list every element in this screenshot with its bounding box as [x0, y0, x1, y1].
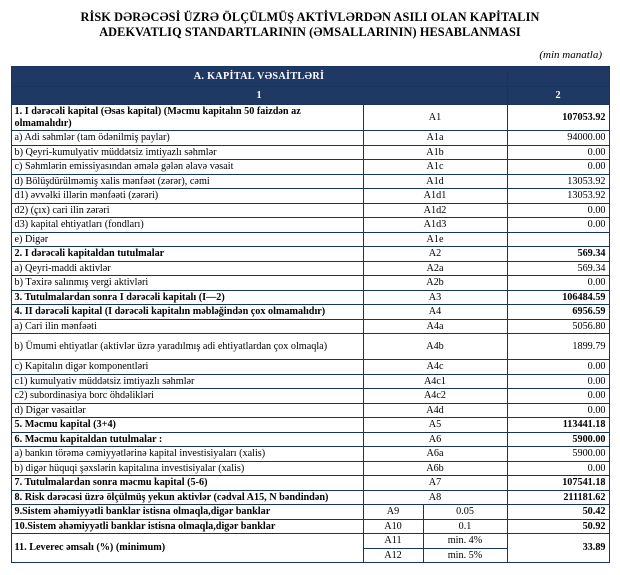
row-value: 13053.92 — [507, 189, 609, 204]
row-value: 211181.62 — [507, 490, 609, 505]
row-value: 1899.79 — [507, 334, 609, 360]
table-row — [11, 105, 609, 131]
row-label: 10.Sistem əhəmiyyətli banklar istisna olmaqla,digər banklar — [11, 519, 363, 534]
row-value: 0.00 — [507, 145, 609, 160]
row-value: 0.00 — [507, 461, 609, 476]
row-value: 0.00 — [507, 276, 609, 291]
row-label: 4. II dərəcəli kapital (I dərəcəli kapitalın məbləğindən çox olmamalıdır) — [11, 305, 363, 320]
table-row — [11, 374, 609, 389]
row-code: A4d — [363, 403, 507, 418]
row-value: 0.00 — [507, 360, 609, 375]
table-row — [11, 360, 609, 375]
capital-adequacy-table — [11, 66, 610, 563]
row-value: 0.00 — [507, 374, 609, 389]
row-code: A4 — [363, 305, 507, 320]
table-row — [11, 131, 609, 146]
table-row — [11, 305, 609, 320]
table-row — [11, 290, 609, 305]
leverage-value: 33.89 — [507, 534, 609, 563]
row-label: 9.Sistem əhəmiyyətli banklar istisna olmaqla,digər banklar — [11, 505, 363, 520]
row-label: c) Kapitalın digər komponentləri — [11, 360, 363, 375]
row-label: d) Digər vəsaitlər — [11, 403, 363, 418]
leverage-min-1: min. 4% — [423, 534, 507, 549]
row-label: a) bankın törəmə cəmiyyətlərinə kapital investisiyaları (xalis) — [11, 447, 363, 462]
row-label: c1) kumulyativ müddətsiz imtiyazlı səhmlər — [11, 374, 363, 389]
row-label: b) digər hüquqi şəxslərin kapitalına investisiyalar (xalis) — [11, 461, 363, 476]
row-value: 5056.80 — [507, 319, 609, 334]
row-value: 569.34 — [507, 247, 609, 262]
table-row — [11, 334, 609, 360]
table-row — [11, 534, 609, 549]
column-header-1: 1 — [11, 87, 507, 105]
row-code: A1d — [363, 174, 507, 189]
row-value: 0.00 — [507, 389, 609, 404]
row-code: A4c1 — [363, 374, 507, 389]
row-code: A6b — [363, 461, 507, 476]
row-code: A7 — [363, 476, 507, 491]
table-row — [11, 145, 609, 160]
row-code: A1d2 — [363, 203, 507, 218]
table-row — [11, 461, 609, 476]
row-value: 94000.00 — [507, 131, 609, 146]
table-row — [11, 218, 609, 233]
page-title-line-2: ADEKVATLIQ STANDARTLARININ (ƏMSALLARININ) HESABLANMASI — [99, 25, 521, 39]
row-label: d1) əvvəlki illərin mənfəəti (zərəri) — [11, 189, 363, 204]
row-value: 106484.59 — [507, 290, 609, 305]
table-row — [11, 418, 609, 433]
row-code: A1d3 — [363, 218, 507, 233]
row-label: 8. Risk dərəcəsi üzrə ölçülmüş yekun aktivlər (cədval A15, N bəndindən) — [11, 490, 363, 505]
leverage-label: 11. Leverec əmsalı (%) (minimum) — [11, 534, 363, 563]
table-row — [11, 247, 609, 262]
row-label: a) Adi səhmlər (tam ödənilmiş paylar) — [11, 131, 363, 146]
row-value: 6956.59 — [507, 305, 609, 320]
row-label: 5. Məcmu kapital (3+4) — [11, 418, 363, 433]
row-code: A1b — [363, 145, 507, 160]
row-value: 0.00 — [507, 218, 609, 233]
table-section-header — [11, 67, 609, 87]
table-column-headers — [11, 87, 609, 105]
row-label: d) Bölüşdürülməmiş xalis mənfəət (zərər), cəmi — [11, 174, 363, 189]
row-code: A3 — [363, 290, 507, 305]
row-value: 569.34 — [507, 261, 609, 276]
row-code: A2 — [363, 247, 507, 262]
table-row — [11, 261, 609, 276]
table-row — [11, 232, 609, 247]
table-row — [11, 403, 609, 418]
table-row — [11, 476, 609, 491]
row-label: b) Təxirə salınmış vergi aktivləri — [11, 276, 363, 291]
row-label: e) Digər — [11, 232, 363, 247]
row-label: b) Qeyri-kumulyativ müddətsiz imtiyazlı səhmlər — [11, 145, 363, 160]
row-value: 107541.18 — [507, 476, 609, 491]
page-title — [16, 10, 604, 40]
table-row — [11, 447, 609, 462]
row-label: 6. Məcmu kapitaldan tutulmalar : — [11, 432, 363, 447]
row-code: A1e — [363, 232, 507, 247]
table-row — [11, 519, 609, 534]
table-row — [11, 490, 609, 505]
row-ratio: 0.05 — [423, 505, 507, 520]
row-code: A9 — [363, 505, 423, 520]
row-label: c) Səhmlərin emissiyasından əmələ gələn əlavə vəsait — [11, 160, 363, 175]
row-label: d3) kapital ehtiyatları (fondları) — [11, 218, 363, 233]
row-value: 113441.18 — [507, 418, 609, 433]
units-note: (min manatla) — [539, 49, 602, 61]
row-ratio: 0.1 — [423, 519, 507, 534]
row-label: b) Ümumi ehtiyatlar (aktivlər üzrə yaradılmış adi ehtiyatlardan çox olmaqla) — [11, 334, 363, 360]
row-value — [507, 232, 609, 247]
row-code: A2a — [363, 261, 507, 276]
row-code: A4b — [363, 334, 507, 360]
leverage-code-1: A11 — [363, 534, 423, 549]
row-code: A1c — [363, 160, 507, 175]
row-value: 0.00 — [507, 203, 609, 218]
table-row — [11, 189, 609, 204]
table-row — [11, 432, 609, 447]
row-code: A5 — [363, 418, 507, 433]
section-header-blank — [507, 67, 609, 87]
row-value: 50.42 — [507, 505, 609, 520]
table-row — [11, 203, 609, 218]
row-code: A1 — [363, 105, 507, 131]
page-title-line-1: RİSK DƏRƏCƏSİ ÜZRƏ ÖLÇÜLMÜŞ AKTİVLƏRDƏN ASILI OLAN KAPİTALIN — [80, 10, 540, 24]
row-code: A10 — [363, 519, 423, 534]
row-value: 50.92 — [507, 519, 609, 534]
row-code: A6a — [363, 447, 507, 462]
row-value: 107053.92 — [507, 105, 609, 131]
row-code: A4c — [363, 360, 507, 375]
row-label: 2. I dərəcəli kapitaldan tutulmalar — [11, 247, 363, 262]
row-value: 0.00 — [507, 403, 609, 418]
row-code: A4c2 — [363, 389, 507, 404]
table-row — [11, 389, 609, 404]
row-label: d2) (ҫıx) cari ilin zərəri — [11, 203, 363, 218]
leverage-code-2: A12 — [363, 548, 423, 563]
row-code: A8 — [363, 490, 507, 505]
row-value: 5900.00 — [507, 447, 609, 462]
row-label: 7. Tutulmalardan sonra məcmu kapital (5-6) — [11, 476, 363, 491]
row-code: A1d1 — [363, 189, 507, 204]
row-value: 13053.92 — [507, 174, 609, 189]
row-code: A2b — [363, 276, 507, 291]
row-label: 1. I dərəcəli kapital (Əsas kapital) (Məcmu kapitalın 50 faizdən az olmamalıdır) — [11, 105, 363, 131]
table-row — [11, 276, 609, 291]
row-label: a) Qeyri-maddi aktivlər — [11, 261, 363, 276]
leverage-min-2: min. 5% — [423, 548, 507, 563]
row-label: 3. Tutulmalardan sonra I dərəcəli kapitalı (I—2) — [11, 290, 363, 305]
row-value: 0.00 — [507, 160, 609, 175]
row-code: A1a — [363, 131, 507, 146]
column-header-2: 2 — [507, 87, 609, 105]
row-label: a) Cari ilin mənfəəti — [11, 319, 363, 334]
section-header-label: A. KAPİTAL VƏSAİTLƏRİ — [11, 67, 507, 87]
row-value: 5900.00 — [507, 432, 609, 447]
row-code: A6 — [363, 432, 507, 447]
table-row — [11, 174, 609, 189]
row-code: A4a — [363, 319, 507, 334]
row-label: c2) subordinasiya borc öhdəlikləri — [11, 389, 363, 404]
table-row — [11, 160, 609, 175]
table-row — [11, 505, 609, 520]
table-row — [11, 319, 609, 334]
